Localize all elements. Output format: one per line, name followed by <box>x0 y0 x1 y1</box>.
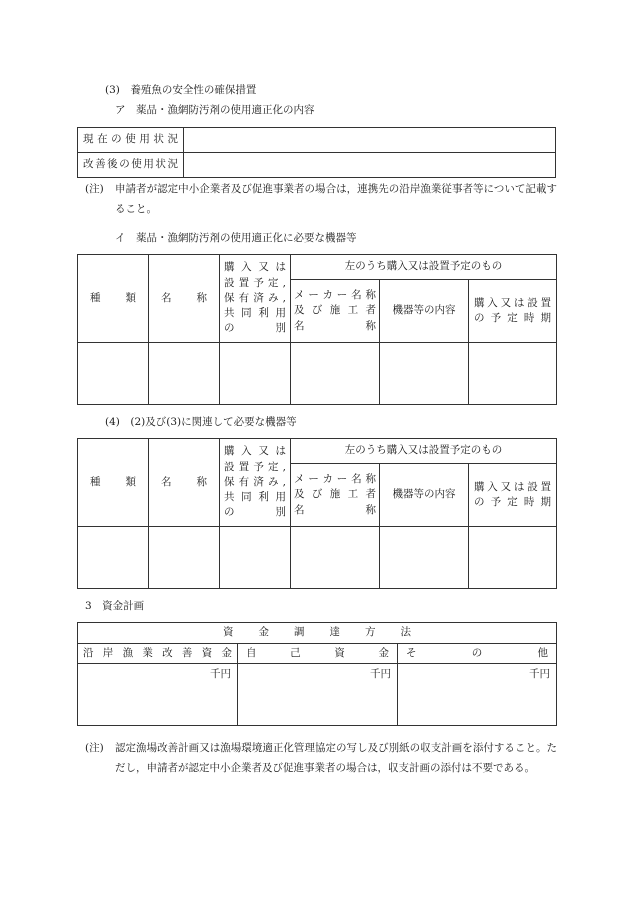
section-4-heading: (4) (2)及び(3)に関連して必要な機器等 <box>105 416 297 428</box>
col-type-header: 種類 <box>78 439 149 527</box>
funding-heading: 3 資金計画 <box>85 600 145 612</box>
group-header: 左のうち購入又は設置予定のもの <box>291 439 557 464</box>
col-status-header: 購入又は 設置予定, 保有済み, 共同利用 の別 <box>220 439 291 527</box>
own-fund-amount[interactable] <box>238 664 398 726</box>
status-cell[interactable] <box>220 527 291 589</box>
unit-label: 千円 <box>210 668 231 680</box>
final-note-label: (注) <box>85 742 104 754</box>
maker-cell[interactable] <box>291 343 380 405</box>
col-coastal-fund: 沿岸漁業改善資金 <box>78 644 238 664</box>
section-3-heading: (3) 養殖魚の安全性の確保措置 <box>105 84 257 96</box>
usage-status-table <box>77 127 556 178</box>
maker-cell[interactable] <box>291 527 380 589</box>
schedule-cell[interactable] <box>469 527 557 589</box>
content-cell[interactable] <box>380 527 469 589</box>
col-content-header: 機器等の内容 <box>380 280 469 343</box>
applicant-note <box>85 179 557 221</box>
col-maker-header: メーカー名称 及び施工者 名称 <box>291 280 380 343</box>
col-schedule-header: 購入又は設置 の予定時期 <box>469 280 557 343</box>
note-text: 申請者が認定中小企業者及び促進事業者の場合は，連携先の沿岸漁業従事者等について記載すること。 <box>115 183 557 215</box>
col-type-header: 種類 <box>78 255 149 343</box>
subsection-i-heading: イ 薬品・漁網防汚剤の使用適正化に必要な機器等 <box>115 232 357 244</box>
improved-usage-label: 改善後の使用状況 <box>78 153 184 178</box>
other-fund-amount[interactable] <box>398 664 557 726</box>
current-usage-value[interactable] <box>184 128 556 153</box>
type-cell[interactable] <box>78 343 149 405</box>
improved-usage-value[interactable] <box>184 153 556 178</box>
col-name-header: 名称 <box>149 255 220 343</box>
current-usage-label: 現在の使用状況 <box>78 128 184 153</box>
status-cell[interactable] <box>220 343 291 405</box>
group-header: 左のうち購入又は設置予定のもの <box>291 255 557 280</box>
unit-label: 千円 <box>529 668 550 680</box>
equipment-table-1 <box>77 254 557 405</box>
funding-table <box>77 622 557 726</box>
final-note-text: 認定漁場改善計画又は漁場環境適正化管理協定の写し及び別紙の収支計画を添付すること。ただし，申請者が認定中小企業者及び促進事業者の場合は，収支計画の添付は不要である。 <box>115 742 557 774</box>
name-cell[interactable] <box>149 527 220 589</box>
col-status-header: 購入又は 設置予定, 保有済み, 共同利用 の別 <box>220 255 291 343</box>
subsection-a-heading: ア 薬品・漁網防汚剤の使用適正化の内容 <box>115 104 315 116</box>
funding-title: 資金調達方法 <box>78 623 557 644</box>
coastal-fund-amount[interactable] <box>78 664 238 726</box>
col-schedule-header: 購入又は設置 の予定時期 <box>469 464 557 527</box>
schedule-cell[interactable] <box>469 343 557 405</box>
col-content-header: 機器等の内容 <box>380 464 469 527</box>
unit-label: 千円 <box>370 668 391 680</box>
col-other-fund: その他 <box>398 644 557 664</box>
final-note <box>85 738 557 800</box>
col-own-fund: 自己資金 <box>238 644 398 664</box>
note-label: (注) <box>85 183 104 195</box>
col-name-header: 名称 <box>149 439 220 527</box>
type-cell[interactable] <box>78 527 149 589</box>
content-cell[interactable] <box>380 343 469 405</box>
col-maker-header: メーカー名称 及び施工者 名称 <box>291 464 380 527</box>
equipment-table-2 <box>77 438 557 589</box>
name-cell[interactable] <box>149 343 220 405</box>
